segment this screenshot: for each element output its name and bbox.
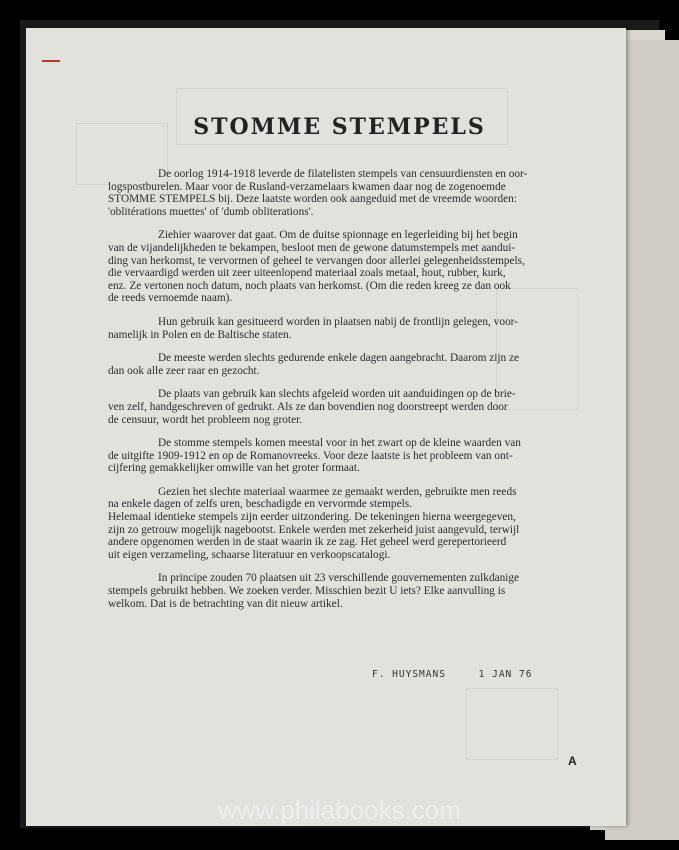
text-line: stempels gebruikt hebben. We zoeken verder. Misschien bezit U iets? Elke aanvulling is <box>108 585 506 598</box>
text-line: Hun gebruik kan gesitueerd worden in plaatsen nabij de frontlijn gelegen, voor- <box>158 315 518 328</box>
paragraph <box>108 352 546 377</box>
text-line: ding van herkomst, te vervormen of geheel te vervangen door allerlei gelegenheidsstempels, <box>108 254 525 267</box>
author-name: F. HUYSMANS <box>372 669 446 680</box>
signature-date: 1 JAN 76 <box>478 669 533 680</box>
show-through-mark <box>466 688 558 760</box>
paragraph <box>108 229 546 305</box>
text-line: De meeste werden slechts gedurende enkele dagen aangebracht. Daarom zijn ze <box>158 352 520 365</box>
text-line: uit eigen verzameling, schaarse literatuur en verkoopscatalogi. <box>108 548 391 561</box>
text-line: STOMME STEMPELS bij. Deze laatste worden ook aangeduid met de vreemde woorden: <box>108 193 517 206</box>
text-line: Ziehier waarover dat gaat. Om de duitse spionnage en legerleiding bij het begin <box>158 229 518 242</box>
paragraph <box>108 316 546 341</box>
paragraph <box>108 486 546 562</box>
text-line: de censuur, wordt het probleem nog groter. <box>108 413 303 426</box>
text-line: enz. Ze vertonen noch datum, noch plaats van herkomst. (Om die reden kreeg ze dan ook <box>108 279 511 292</box>
text-line: ven zelf, handgeschreven of gedrukt. Als ze dan bovendien nog doorstreept werden door <box>108 400 508 413</box>
text-line: zijn zo getrouw mogelijk nagebootst. Enkele werden met zekerheid juist aangevuld, terwijl <box>108 523 520 536</box>
text-line: logspostburelen. Maar voor de Rusland-verzamelaars kwamen daar nog de zogenoemde <box>108 180 506 193</box>
paragraph <box>108 168 546 218</box>
signature-line <box>372 669 532 680</box>
article-body <box>108 168 546 621</box>
text-line: andere opgenomen werden in de staat waarin ik ze zag. Het geheel werd gerepertorieerd <box>108 536 507 549</box>
text-line: die vervaardigd werden uit zeer uiteenlopend materiaal zoals metaal, hout, rubber, kurk, <box>108 267 506 280</box>
text-line: van de vijandelijkheden te bekampen, besloot men de gewone datumstempels met aandui- <box>108 241 516 254</box>
paragraph <box>108 572 546 610</box>
text-line: dan ook alle zeer raar en gezocht. <box>108 364 260 377</box>
page-title: STOMME STEMPELS <box>193 114 486 140</box>
text-line: In principe zouden 70 plaatsen uit 23 verschillende gouvernementen zulkdanige <box>158 572 520 585</box>
text-line: De stomme stempels komen meestal voor in het zwart op de kleine waarden van <box>158 437 521 450</box>
text-line: 'oblitérations muettes' of 'dumb obliterations'. <box>108 205 314 218</box>
text-line: namelijk in Polen en de Baltische staten. <box>108 328 292 341</box>
watermark: www.philabooks.com <box>218 795 461 825</box>
text-line: de uitgifte 1909-1912 en op de Romanovreeks. Voor deze laatste is het probleem van ont- <box>108 449 513 462</box>
text-line: de reeds vernoemde naam). <box>108 292 233 305</box>
text-line: De oorlog 1914-1918 leverde de filatelisten stempels van censuurdiensten en oor- <box>158 168 528 180</box>
page-marker: A <box>568 754 577 768</box>
text-line: Gezien het slechte materiaal waarmee ze gemaakt werden, gebruikte men reeds <box>158 485 517 498</box>
paragraph <box>108 388 546 426</box>
text-line: De plaats van gebruik kan slechts afgeleid worden uit aanduidingen op de brie- <box>158 388 516 401</box>
text-line: Helemaal identieke stempels zijn eerder uitzondering. De tekeningen hierna weergegeven, <box>108 511 516 524</box>
red-ink-mark <box>42 60 60 62</box>
text-line: na enkele dagen of zelfs uren, beschadigde en vervormde stempels. <box>108 498 412 511</box>
paragraph <box>108 437 546 475</box>
text-line: welkom. Dat is de betrachting van dit nieuw artikel. <box>108 597 343 610</box>
text-line: cijfering gemakkelijker omwille van het groter formaat. <box>108 462 360 475</box>
